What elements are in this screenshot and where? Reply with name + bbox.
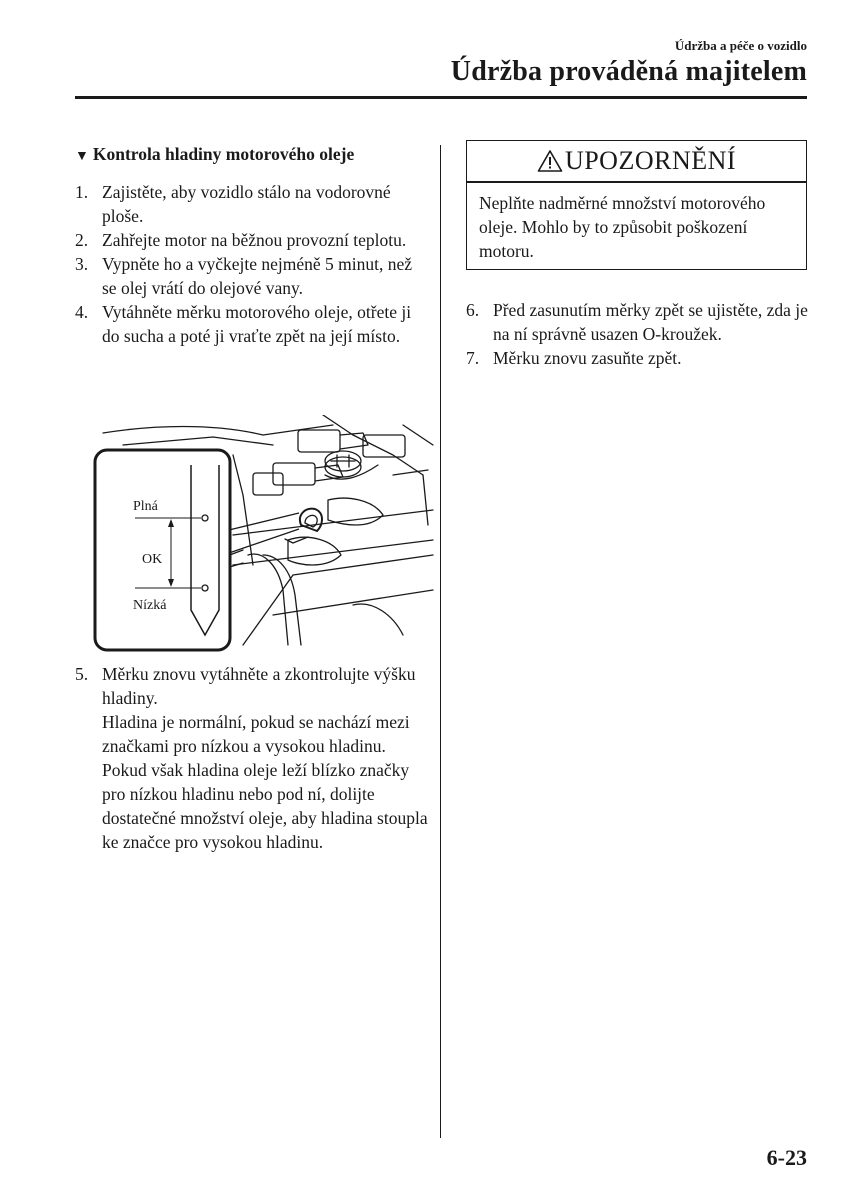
list-item: [75, 252, 430, 300]
list-item: [75, 228, 430, 252]
step-text: Vypněte ho a vyčkejte nejméně 5 minut, než se olej vrátí do olejové vany.: [102, 254, 413, 298]
step-number: 2.: [75, 230, 89, 250]
step-text: Pokud však hladina oleje leží blízko značky pro nízkou hladinu nebo pod ní, dolijte dostatečné množství oleje, aby hladina stoupla ke značce pro vysokou hladinu.: [102, 760, 428, 852]
dipstick-figure: [93, 415, 438, 655]
caution-header: [467, 141, 806, 183]
column-divider: [440, 145, 441, 1138]
step-number: 5.: [75, 664, 89, 684]
triangle-marker-icon: ▼: [75, 149, 89, 164]
step-number: 7.: [466, 348, 480, 368]
steps-list-3: [466, 298, 811, 370]
list-item: [75, 300, 430, 348]
label-full: Plná: [133, 499, 158, 514]
step-text: Zajistěte, aby vozidlo stálo na vodorovné ploše.: [102, 182, 391, 226]
engine-dipstick-illustration: [93, 415, 438, 655]
list-item: [75, 662, 430, 854]
step-number: 1.: [75, 182, 89, 202]
step-text: Měrku znovu vytáhněte a zkontrolujte výšku hladiny.: [102, 664, 416, 708]
warning-triangle-icon: [537, 149, 563, 173]
steps-list-1: [75, 180, 430, 348]
steps-list-2: [75, 662, 430, 854]
list-item: [466, 298, 811, 346]
step-text: Hladina je normální, pokud se nachází mezi značkami pro nízkou a vysokou hladinu.: [102, 712, 410, 756]
header-rule: [75, 96, 807, 99]
step-text: Před zasunutím měrky zpět se ujistěte, zda je na ní správně usazen O-kroužek.: [493, 300, 808, 344]
section-heading: [75, 144, 354, 165]
page-title: Údržba prováděná majitelem: [450, 56, 807, 87]
step-number: 4.: [75, 302, 89, 322]
caution-text: Neplňte nadměrné množství motorového oleje. Mohlo by to způsobit poškození motoru.: [479, 193, 766, 261]
list-item: [466, 346, 811, 370]
label-low: Nízká: [133, 598, 167, 613]
step-number: 3.: [75, 254, 89, 274]
list-item: [75, 180, 430, 228]
chapter-title: Údržba a péče o vozidlo: [674, 38, 807, 53]
section-heading-text: Kontrola hladiny motorového oleje: [92, 144, 355, 164]
page-number: 6-23: [766, 1145, 807, 1170]
step-number: 6.: [466, 300, 480, 320]
step-text: Měrku znovu zasuňte zpět.: [493, 348, 682, 368]
caution-box: [466, 140, 807, 270]
label-ok: OK: [142, 552, 163, 567]
caution-title: UPOZORNĚNÍ: [564, 146, 737, 175]
step-text: Vytáhněte měrku motorového oleje, otřete ji do sucha a poté ji vraťte zpět na její místo.: [102, 302, 412, 346]
step-text: Zahřejte motor na běžnou provozní teplotu.: [102, 230, 407, 250]
